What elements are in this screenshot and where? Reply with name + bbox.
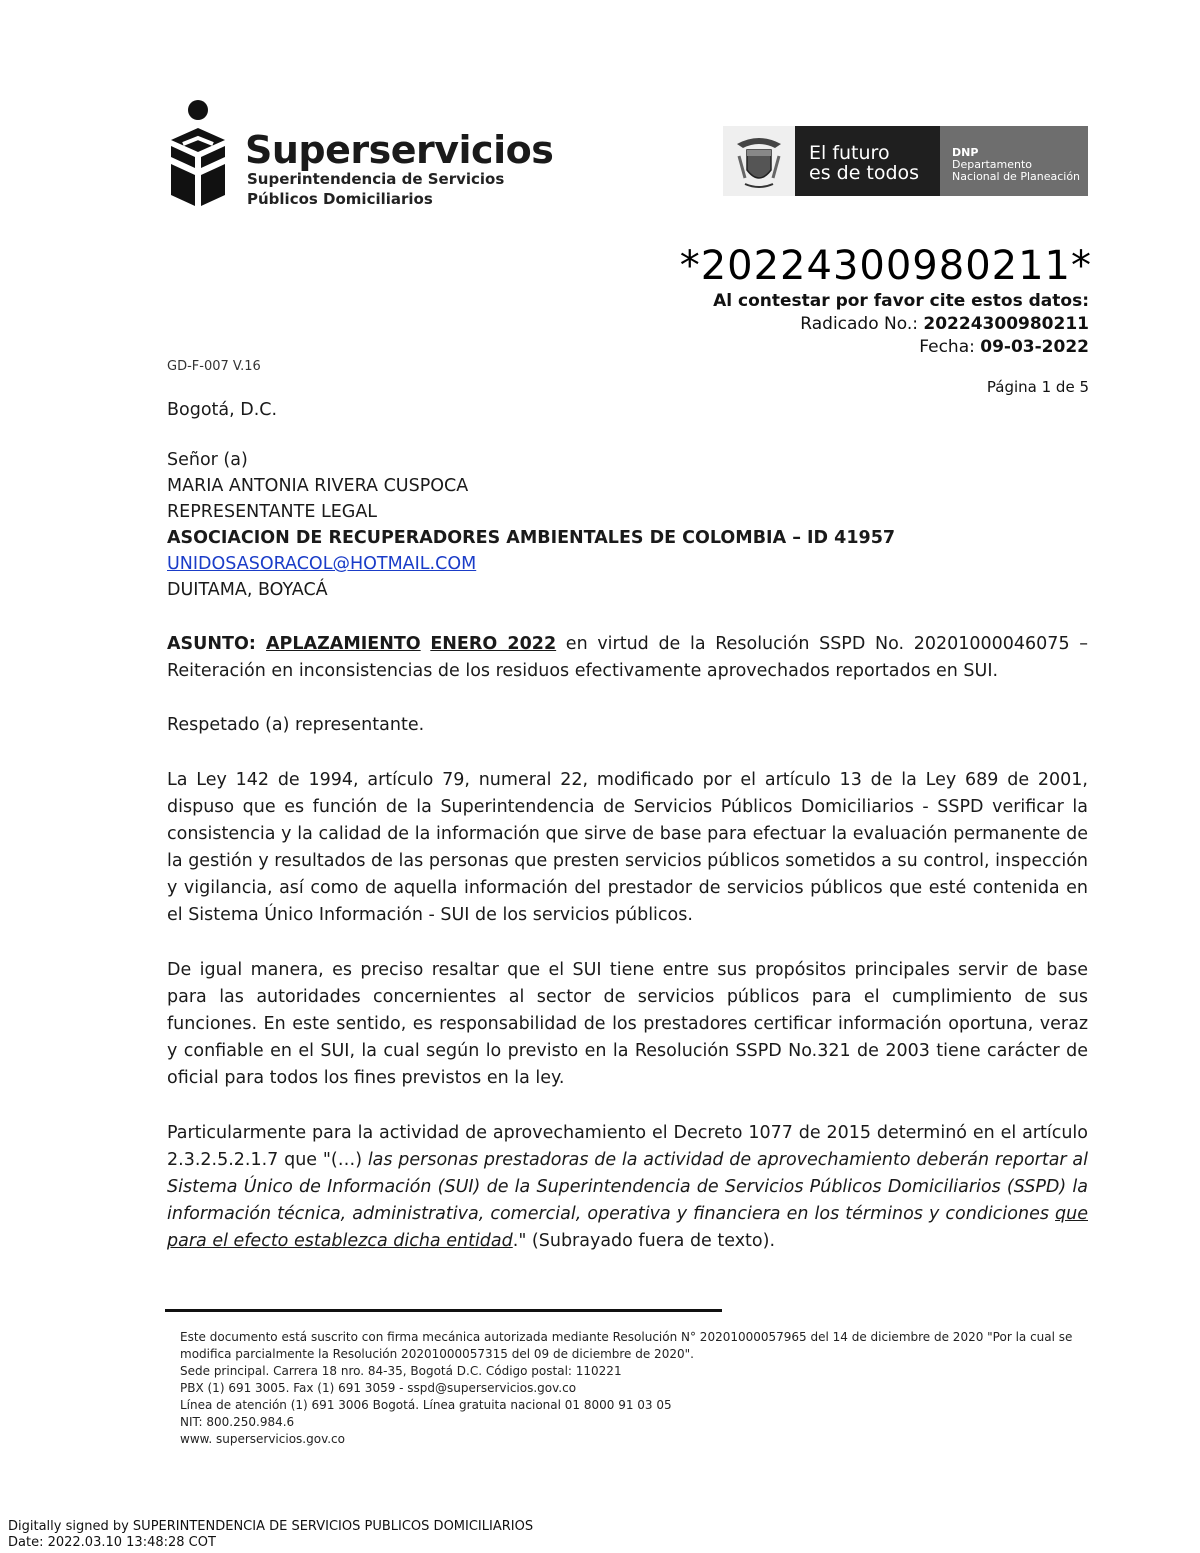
city-line: Bogotá, D.C. [167, 400, 278, 420]
paragraph-2: De igual manera, es preciso resaltar que el SUI tiene entre sus propósitos principales servir de base para las autoridades concernientes al sector de servicios públicos para el cumplimiento de sus funciones. En este sentido, es responsabilidad de los prestadores certificar información oportuna, veraz y confiable en el SUI, la cual según lo previsto en la Resolución SSPD No.321 de 2003 tiene carácter de oficial para todos los fines previstos en la ley. [167, 960, 1088, 1088]
dnp-panel [940, 126, 1088, 196]
footer-resolution: Este documento está suscrito con firma mecánica autorizada mediante Resolución N° 20201000057965 del 14 de diciembre de 2020 "Por la cual se modifica parcialmente la Resolución 20201000057315 del 09 de diciembre de 2020". [180, 1330, 1073, 1361]
footer-address: Sede principal. Carrera 18 nro. 84-35, Bogotá D.C. Código postal: 110221 [180, 1364, 622, 1378]
footer-nit: NIT: 800.250.984.6 [180, 1415, 295, 1429]
footer-website[interactable]: www. superservicios.gov.co [180, 1432, 345, 1446]
gov-slogan-panel [795, 126, 940, 196]
recipient-location: DUITAMA, BOYACÁ [167, 580, 328, 600]
subject-paragraph [167, 631, 1088, 685]
radicado-date-label: Fecha: [919, 337, 981, 357]
paragraph-3 [167, 1120, 1088, 1255]
radicado-date-value: 09-03-2022 [980, 337, 1089, 357]
brand-name: Superservicios [245, 128, 554, 172]
subject-label: ASUNTO: [167, 634, 267, 654]
slogan-line-1: El futuro [809, 142, 890, 164]
recipient-email-link[interactable]: UNIDOSASORACOL@HOTMAIL.COM [167, 554, 477, 574]
dnp-abbr: DNP [952, 146, 979, 159]
p3-quote: las personas prestadoras de la actividad de aprovechamiento deberán reportar al Sistema Único de Información (SUI) de la Superintendencia de Servicios Públicos Domiciliarios (SSPD) la información técnica, administrativa, comercial, operativa y financiera en los términos y condiciones [167, 1150, 1088, 1224]
government-banner [723, 126, 1088, 196]
greeting: Respetado (a) representante. [167, 715, 425, 735]
form-code: GD-F-007 V.16 [167, 359, 261, 374]
digital-signature-line: Digitally signed by SUPERINTENDENCIA DE SERVICIOS PUBLICOS DOMICILIARIOS [8, 1519, 534, 1534]
digital-signature-date: Date: 2022.03.10 13:48:28 COT [8, 1535, 216, 1550]
p3-intro: Particularmente para la actividad de aprovechamiento el Decreto 1077 de 2015 determinó en el artículo 2.3.2.5.2.1.7 que "(…) [167, 1123, 1088, 1170]
subject-rest: en virtud de la Resolución SSPD No. 20201000046075 – Reiteración en inconsistencias de los residuos efectivamente aprovechados reportados en SUI. [167, 634, 1088, 681]
salutation-title: Señor (a) [167, 450, 248, 470]
radicado-note: Al contestar por favor cite estos datos: [713, 291, 1089, 311]
radicado-barcode: *20224300980211* [679, 243, 1092, 289]
slogan-line-2: es de todos [809, 162, 920, 184]
subject-underlined-2: ENERO 2022 [430, 634, 557, 654]
subject-underlined-1: APLAZAMIENTO [266, 634, 421, 654]
dnp-line-2: Nacional de Planeación [952, 170, 1081, 183]
radicado-number-label: Radicado No.: [800, 314, 924, 334]
radicado-date [919, 337, 1089, 357]
dnp-line-1: Departamento [952, 158, 1033, 171]
footer-divider [165, 1309, 722, 1312]
organization-name: ASOCIACION DE RECUPERADORES AMBIENTALES DE COLOMBIA – ID 41957 [167, 528, 896, 548]
recipient-name: MARIA ANTONIA RIVERA CUSPOCA [167, 476, 469, 496]
paragraph-1: La Ley 142 de 1994, artículo 79, numeral 22, modificado por el artículo 13 de la Ley 689 de 2001, dispuso que es función de la Superintendencia de Servicios Públicos Domiciliarios - SSPD verificar la consistencia y la calidad de la información que sirve de base para efectuar la evaluación permanente de la gestión y resultados de las personas que presten servicios públicos sometidos a su control, inspección y vigilancia, así como de aquella información del prestador de servicios públicos que esté contenida en el Sistema Único Información - SUI de los servicios públicos. [167, 770, 1088, 925]
colombia-coat-of-arms-icon [723, 126, 795, 196]
footer-phone: PBX (1) 691 3005. Fax (1) 691 3059 - sspd@superservicios.gov.co [180, 1381, 577, 1395]
p3-end: ." (Subrayado fuera de texto). [512, 1231, 776, 1251]
gov-seal-panel [723, 126, 795, 196]
brand-subtitle-2: Públicos Domiciliarios [247, 190, 433, 208]
superservicios-logo-icon [165, 98, 235, 208]
recipient-role: REPRESENTANTE LEGAL [167, 502, 378, 522]
radicado-number-value: 20224300980211 [923, 314, 1089, 334]
footer-hotline: Línea de atención (1) 691 3006 Bogotá. Línea gratuita nacional 01 8000 91 03 05 [180, 1398, 672, 1412]
radicado-number [800, 314, 1089, 334]
p3-quote-underlined: que para el efecto establezca dicha entidad [167, 1204, 1088, 1251]
page-number: Página 1 de 5 [986, 378, 1089, 396]
brand-subtitle-1: Superintendencia de Servicios [247, 170, 505, 188]
